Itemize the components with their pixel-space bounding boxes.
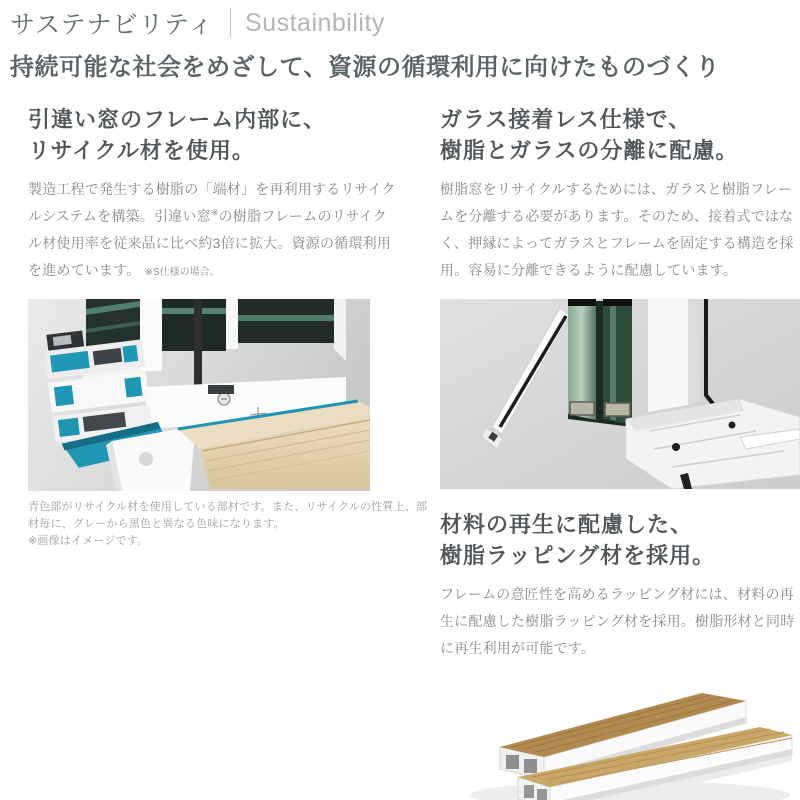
window-cutaway-illustration <box>28 299 370 491</box>
separation-body: 樹脂窓をリサイクルするためには、ガラスと樹脂フレームを分離する必要があります。そのため、接着式ではなく、押縁によってガラスとフレームを固定する構造を採用。容易に分離できるように配慮しています。 <box>440 181 794 279</box>
glass-separation-photo <box>440 299 800 489</box>
recycle-heading-line1: 引違い窓のフレーム内部に、 <box>28 107 327 132</box>
wrapping-body: フレームの意匠性を高めるラッピング材には、材料の再生に配慮した樹脂ラッピング材を採用。樹脂形材と同時に再生利用が可能です。 <box>440 586 795 657</box>
tagline: 持続可能な社会をめざして、資源の循環利用に向けたものづくり <box>10 54 721 81</box>
reference-mark: ※ <box>210 207 219 218</box>
wrapping-heading <box>440 509 800 571</box>
wrapping-material-illustration <box>440 677 800 800</box>
page-header <box>0 0 800 40</box>
separation-heading-line1: ガラス接着レス仕様で、 <box>440 107 692 132</box>
wrapping-heading-line1: 材料の再生に配慮した、 <box>440 511 694 537</box>
section-recycled-material <box>28 104 428 800</box>
caption-text: 青色部がリサイクル材を使用している部材です。また、リサイクルの性質上、部材毎に、グレーから黒色と異なる色味になります。 <box>28 500 428 531</box>
content-columns <box>0 104 800 800</box>
page-title-en: Sustainbility <box>245 8 385 37</box>
section-wrapping-material <box>440 509 800 800</box>
page-title-jp: サステナビリティ <box>10 11 215 39</box>
recycle-heading <box>28 104 400 166</box>
recycle-body-part2: の樹脂フレームのリサイクル材使用率を従来品に比べ約3倍に拡大。資源の循環利用を進めています。 <box>28 208 391 279</box>
wrapping-material-photo <box>440 677 800 800</box>
recycled-frame-photo <box>28 299 400 491</box>
glass-separation-illustration <box>440 299 800 489</box>
header-divider <box>230 8 231 38</box>
recycle-heading-line2: リサイクル材を使用。 <box>28 138 255 164</box>
double-glazing <box>568 299 632 427</box>
section-right-column <box>440 104 800 800</box>
recycle-body-part1: 製造工程で発生する樹脂の「端材」を再利用するリサイクルシステムを構築。引違い窓 <box>28 181 396 225</box>
photo-caption <box>28 499 430 550</box>
recycle-body <box>28 176 400 284</box>
wrapping-heading-line2: 樹脂ラッピング材を採用。 <box>440 543 716 569</box>
separation-heading <box>440 104 800 166</box>
separation-heading-line2: 樹脂とガラスの分離に配慮。 <box>440 138 739 164</box>
recycle-footnote: ※S仕様の場合。 <box>144 267 220 279</box>
section-glass-separation <box>440 104 800 489</box>
caption-note: ※画像はイメージです。 <box>28 535 149 548</box>
